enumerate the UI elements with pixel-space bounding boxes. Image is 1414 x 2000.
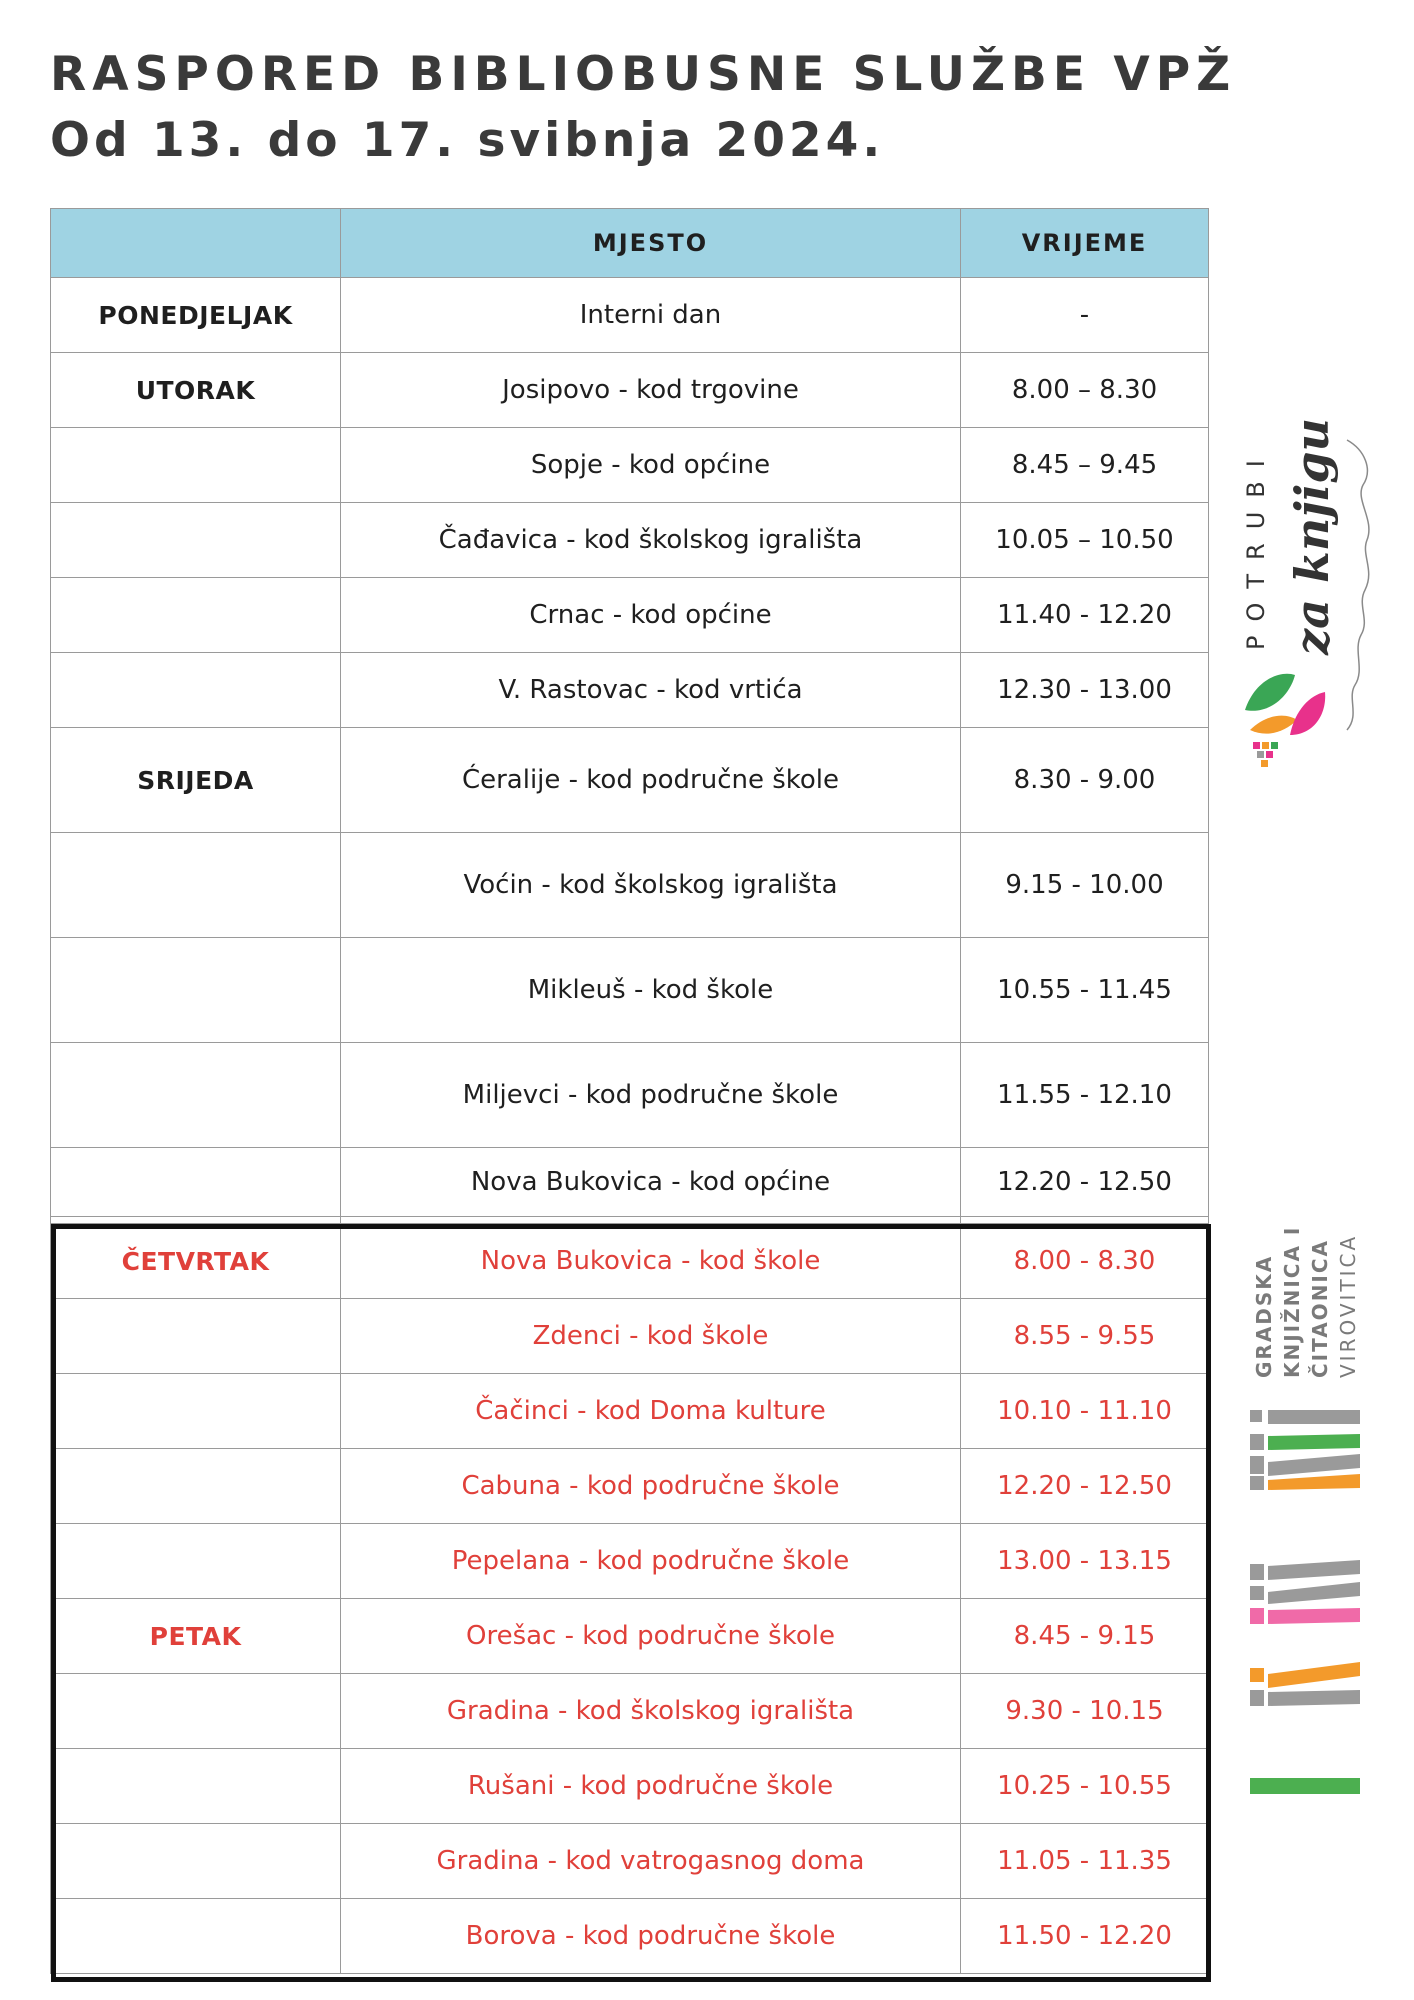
stripe: [1250, 1690, 1264, 1706]
pixel: [1261, 760, 1268, 767]
table-row: [51, 833, 1209, 938]
place-cell: Borova - kod područne škole: [341, 1899, 961, 1974]
spacer-cell: [341, 1217, 961, 1224]
place-cell: Cabuna - kod područne škole: [341, 1449, 961, 1524]
place-cell: Sopje - kod općine: [341, 428, 961, 503]
day-cell: [51, 1299, 341, 1374]
day-cell: PONEDJELJAK: [51, 278, 341, 353]
place-cell: Čačinci - kod Doma kulture: [341, 1374, 961, 1449]
time-cell: 11.05 - 11.35: [961, 1824, 1209, 1899]
table-row: [51, 1148, 1209, 1217]
library-name-line-3: ČITAONICA: [1308, 1238, 1332, 1378]
place-cell: Miljevci - kod područne škole: [341, 1043, 961, 1148]
time-cell: 8.30 - 9.00: [961, 728, 1209, 833]
time-cell: 10.05 – 10.50: [961, 503, 1209, 578]
logo-potrubi-graphic: [1235, 430, 1385, 770]
day-cell: SRIJEDA: [51, 728, 341, 833]
day-cell: [51, 1374, 341, 1449]
leaf-green: [1245, 674, 1295, 711]
place-cell: Ćeralije - kod područne škole: [341, 728, 961, 833]
place-cell: Interni dan: [341, 278, 961, 353]
time-cell: 10.55 - 11.45: [961, 938, 1209, 1043]
day-cell: [51, 1824, 341, 1899]
stripe: [1268, 1608, 1360, 1624]
spacer-cell: [51, 1217, 341, 1224]
time-cell: 11.55 - 12.10: [961, 1043, 1209, 1148]
stripe: [1250, 1434, 1264, 1450]
table-spacer-row: [51, 1217, 1209, 1224]
stripe: [1250, 1456, 1264, 1474]
stripe: [1250, 1608, 1264, 1624]
stripe: [1250, 1564, 1264, 1580]
header-time: VRIJEME: [961, 209, 1209, 278]
place-cell: Zdenci - kod škole: [341, 1299, 961, 1374]
day-cell: [51, 1674, 341, 1749]
day-cell: [51, 578, 341, 653]
stripe: [1268, 1662, 1360, 1688]
place-cell: Orešac - kod područne škole: [341, 1599, 961, 1674]
pixel: [1266, 751, 1273, 758]
pixel: [1271, 742, 1278, 749]
place-cell: Gradina - kod vatrogasnog doma: [341, 1824, 961, 1899]
place-cell: Pepelana - kod područne škole: [341, 1524, 961, 1599]
pixel: [1257, 751, 1264, 758]
table-row: [51, 428, 1209, 503]
place-cell: Gradina - kod školskog igrališta: [341, 1674, 961, 1749]
title-line-1: RASPORED BIBLIOBUSNE SLUŽBE VPŽ: [50, 47, 1237, 102]
map-outline: [1347, 440, 1369, 730]
table-row: [51, 1824, 1209, 1899]
stripe: [1268, 1582, 1360, 1604]
table-row: [51, 1374, 1209, 1449]
day-cell: PETAK: [51, 1599, 341, 1674]
day-cell: [51, 653, 341, 728]
library-name-line-2: KNJIŽNICA I: [1280, 1225, 1304, 1378]
table-row: [51, 1899, 1209, 1974]
time-cell: 9.30 - 10.15: [961, 1674, 1209, 1749]
stripe: [1250, 1668, 1264, 1682]
leaf-orange: [1250, 716, 1297, 734]
stripe: [1250, 1586, 1264, 1600]
table-row: [51, 1299, 1209, 1374]
leaf-pink: [1290, 692, 1325, 735]
place-cell: Čađavica - kod školskog igrališta: [341, 503, 961, 578]
stripe: [1268, 1474, 1360, 1490]
time-cell: 10.10 - 11.10: [961, 1374, 1209, 1449]
table-row: [51, 1224, 1209, 1299]
stripe: [1268, 1454, 1360, 1476]
day-cell: [51, 503, 341, 578]
time-cell: 11.50 - 12.20: [961, 1899, 1209, 1974]
stripe: [1250, 1476, 1264, 1490]
place-cell: Voćin - kod školskog igrališta: [341, 833, 961, 938]
table-row: [51, 1599, 1209, 1674]
day-cell: [51, 428, 341, 503]
page-title: [50, 42, 1236, 174]
library-logo-stripes: [1250, 1410, 1370, 1800]
header-place: MJESTO: [341, 209, 961, 278]
place-cell: Josipovo - kod trgovine: [341, 353, 961, 428]
library-name-line-4: VIROVITICA: [1336, 1233, 1360, 1378]
logo-potrubi-text: POTRUBI: [1242, 446, 1270, 650]
table-row: [51, 1524, 1209, 1599]
time-cell: 8.00 - 8.30: [961, 1224, 1209, 1299]
day-cell: [51, 1899, 341, 1974]
table-row: [51, 1749, 1209, 1824]
stripe: [1268, 1410, 1360, 1424]
day-cell: UTORAK: [51, 353, 341, 428]
table-row: [51, 503, 1209, 578]
time-cell: 10.25 - 10.55: [961, 1749, 1209, 1824]
table-row: [51, 1043, 1209, 1148]
table-row: [51, 353, 1209, 428]
time-cell: 12.20 - 12.50: [961, 1148, 1209, 1217]
time-cell: 12.30 - 13.00: [961, 653, 1209, 728]
day-cell: [51, 938, 341, 1043]
table-header-row: [51, 209, 1209, 278]
place-cell: Nova Bukovica - kod općine: [341, 1148, 961, 1217]
pixel: [1262, 742, 1269, 749]
day-cell: [51, 1524, 341, 1599]
time-cell: 8.45 - 9.15: [961, 1599, 1209, 1674]
table-row: [51, 728, 1209, 833]
header-day: [51, 209, 341, 278]
time-cell: 13.00 - 13.15: [961, 1524, 1209, 1599]
stripe: [1268, 1560, 1360, 1580]
pixel: [1253, 742, 1260, 749]
table-row: [51, 938, 1209, 1043]
place-cell: Rušani - kod područne škole: [341, 1749, 961, 1824]
table-row: [51, 278, 1209, 353]
day-cell: [51, 1449, 341, 1524]
day-cell: ČETVRTAK: [51, 1224, 341, 1299]
place-cell: Nova Bukovica - kod škole: [341, 1224, 961, 1299]
time-cell: 11.40 - 12.20: [961, 578, 1209, 653]
stripe: [1268, 1434, 1360, 1450]
place-cell: Crnac - kod općine: [341, 578, 961, 653]
library-name-line-1: GRADSKA: [1252, 1254, 1276, 1378]
table-row: [51, 1674, 1209, 1749]
time-cell: 9.15 - 10.00: [961, 833, 1209, 938]
logo-za-knjigu-text: za knjigu: [1285, 418, 1339, 655]
title-line-2: Od 13. do 17. svibnja 2024.: [50, 113, 885, 168]
time-cell: 12.20 - 12.50: [961, 1449, 1209, 1524]
time-cell: -: [961, 278, 1209, 353]
table-row: [51, 1449, 1209, 1524]
spacer-cell: [961, 1217, 1209, 1224]
day-cell: [51, 1043, 341, 1148]
day-cell: [51, 833, 341, 938]
table-row: [51, 578, 1209, 653]
day-cell: [51, 1749, 341, 1824]
stripe: [1268, 1690, 1360, 1706]
place-cell: V. Rastovac - kod vrtića: [341, 653, 961, 728]
stripe: [1250, 1410, 1262, 1422]
place-cell: Mikleuš - kod škole: [341, 938, 961, 1043]
time-cell: 8.45 – 9.45: [961, 428, 1209, 503]
day-cell: [51, 1148, 341, 1217]
time-cell: 8.55 - 9.55: [961, 1299, 1209, 1374]
time-cell: 8.00 – 8.30: [961, 353, 1209, 428]
stripe: [1250, 1778, 1360, 1794]
table-row: [51, 653, 1209, 728]
schedule-table: [50, 208, 1209, 1974]
